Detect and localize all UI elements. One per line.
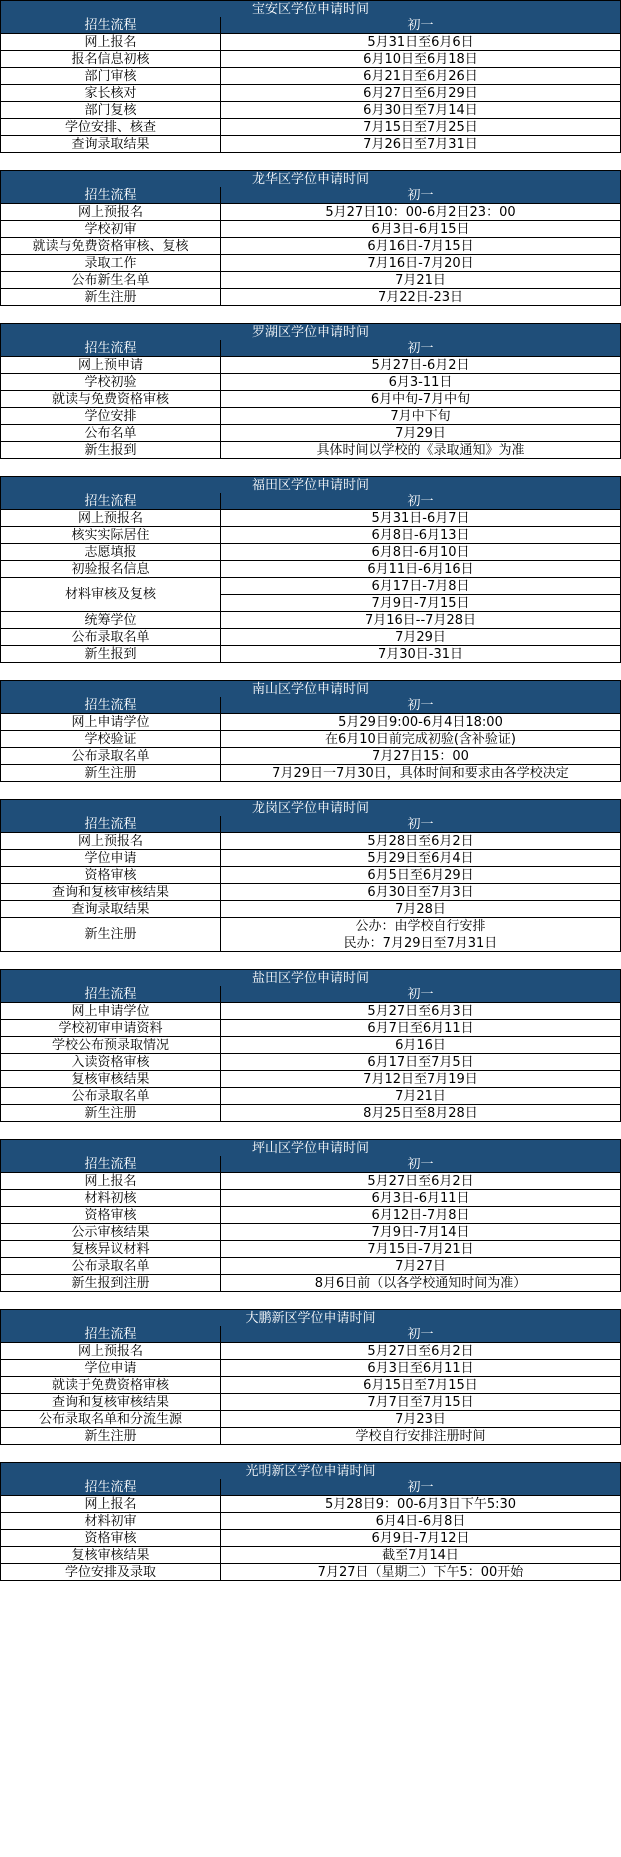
- step-date: 8月6日前（以各学校通知时间为准）: [220, 1275, 621, 1292]
- table-row: [0, 1258, 621, 1275]
- step-date: 6月11日-6月16日: [220, 561, 621, 578]
- district-section: [0, 323, 621, 459]
- district-section: [0, 1309, 621, 1445]
- header-grade: 初一: [220, 187, 621, 204]
- step-date: 5月27日至6月2日: [220, 1173, 621, 1190]
- process-step: 网上报名: [0, 1173, 221, 1190]
- process-step: 学校公布预录取情况: [0, 1037, 221, 1054]
- process-step: 网上预报名: [0, 833, 221, 850]
- table-row: [0, 884, 621, 901]
- process-step: 公示审核结果: [0, 1224, 221, 1241]
- table-row: [0, 1190, 621, 1207]
- table-row: [0, 850, 621, 867]
- header-process: 招生流程: [0, 187, 221, 204]
- header-grade: 初一: [220, 1479, 621, 1496]
- step-date: 6月5日至6月29日: [220, 867, 621, 884]
- table-row: [0, 646, 621, 663]
- table-row: [0, 51, 621, 68]
- step-date: 7月9日-7月15日: [220, 595, 621, 612]
- header-process: 招生流程: [0, 493, 221, 510]
- step-date: 7月21日: [220, 1088, 621, 1105]
- table-row: [0, 510, 621, 527]
- table-header-row: [0, 17, 621, 34]
- process-step: 新生注册: [0, 918, 221, 952]
- table-row: [0, 119, 621, 136]
- process-step: 学位安排: [0, 408, 221, 425]
- process-step: 录取工作: [0, 255, 221, 272]
- step-date: 5月31日-6月7日: [220, 510, 621, 527]
- table-row: [0, 1275, 621, 1292]
- process-step: 公布录取名单和分流生源: [0, 1411, 221, 1428]
- process-step: 初验报名信息: [0, 561, 221, 578]
- step-date: 7月12日至7月19日: [220, 1071, 621, 1088]
- table-row: [0, 408, 621, 425]
- step-date: 7月29日一7月30日，具体时间和要求由各学校决定: [220, 765, 621, 782]
- step-date: 5月29日至6月4日: [220, 850, 621, 867]
- process-step: 复核审核结果: [0, 1071, 221, 1088]
- table-row: [0, 731, 621, 748]
- process-step: 新生注册: [0, 1428, 221, 1445]
- process-step: 查询录取结果: [0, 901, 221, 918]
- table-row: [0, 272, 621, 289]
- process-step: 资格审核: [0, 1207, 221, 1224]
- header-process: 招生流程: [0, 17, 221, 34]
- table-row: [0, 714, 621, 731]
- table-row: [0, 612, 621, 629]
- table-row: [0, 85, 621, 102]
- table-row: [0, 1428, 621, 1445]
- step-date: 5月27日至6月2日: [220, 1343, 621, 1360]
- step-date: 6月30日至7月14日: [220, 102, 621, 119]
- table-header-row: [0, 340, 621, 357]
- table-row: [0, 1343, 621, 1360]
- table-row: [0, 748, 621, 765]
- district-section: [0, 1139, 621, 1292]
- step-date: 6月17日至7月5日: [220, 1054, 621, 1071]
- process-step: 入读资格审核: [0, 1054, 221, 1071]
- table-row: [0, 221, 621, 238]
- process-step: 公布录取名单: [0, 748, 221, 765]
- process-step: 查询录取结果: [0, 136, 221, 153]
- process-step: 志愿填报: [0, 544, 221, 561]
- table-row: [0, 1054, 621, 1071]
- step-date: 7月15日至7月25日: [220, 119, 621, 136]
- table-row: [0, 34, 621, 51]
- date-line: 民办：7月29日至7月31日: [343, 936, 498, 951]
- table-row: [0, 1530, 621, 1547]
- process-step: 网上申请学位: [0, 1003, 221, 1020]
- table-header-row: [0, 1479, 621, 1496]
- table-row: [0, 391, 621, 408]
- table-header-row: [0, 986, 621, 1003]
- step-date: 7月29日: [220, 629, 621, 646]
- step-date: 6月9日-7月12日: [220, 1530, 621, 1547]
- step-date: 5月28日至6月2日: [220, 833, 621, 850]
- step-date: 7月30日-31日: [220, 646, 621, 663]
- table-row: [0, 1496, 621, 1513]
- step-date: 8月25日至8月28日: [220, 1105, 621, 1122]
- process-step: 网上预报名: [0, 1343, 221, 1360]
- table-row-multiline: [0, 918, 621, 952]
- step-date: 7月中下旬: [220, 408, 621, 425]
- step-date: 6月15日至7月15日: [220, 1377, 621, 1394]
- step-date: 在6月10日前完成初验(含补验证): [220, 731, 621, 748]
- table-row: [0, 357, 621, 374]
- header-process: 招生流程: [0, 1156, 221, 1173]
- table-row: [0, 561, 621, 578]
- process-step: 新生注册: [0, 1105, 221, 1122]
- table-row: [0, 1207, 621, 1224]
- step-date: 7月22日-23日: [220, 289, 621, 306]
- table-row: [0, 765, 621, 782]
- process-step: 学校初审: [0, 221, 221, 238]
- step-date: 6月12日-7月8日: [220, 1207, 621, 1224]
- district-section: [0, 170, 621, 306]
- process-step: 公布新生名单: [0, 272, 221, 289]
- district-section: [0, 969, 621, 1122]
- step-date: 7月21日: [220, 272, 621, 289]
- step-date: 7月26日至7月31日: [220, 136, 621, 153]
- step-date: 学校自行安排注册时间: [220, 1428, 621, 1445]
- step-date: 5月27日10：00-6月2日23：00: [220, 204, 621, 221]
- process-step: 网上预申请: [0, 357, 221, 374]
- district-section: [0, 799, 621, 952]
- section-title: 南山区学位申请时间: [0, 680, 621, 697]
- table-row: [0, 238, 621, 255]
- step-date: 6月8日-6月10日: [220, 544, 621, 561]
- step-date: 5月27日至6月3日: [220, 1003, 621, 1020]
- table-row: [0, 1377, 621, 1394]
- process-step: 学位安排及录取: [0, 1564, 221, 1581]
- table-row: [0, 1105, 621, 1122]
- table-row: [0, 425, 621, 442]
- table-row: [0, 867, 621, 884]
- step-date: 6月17日-7月8日: [220, 578, 621, 595]
- process-step: 新生注册: [0, 765, 221, 782]
- table-row: [0, 442, 621, 459]
- process-step: 学位申请: [0, 850, 221, 867]
- table-row: [0, 1360, 621, 1377]
- process-step: 学校验证: [0, 731, 221, 748]
- process-step: 部门审核: [0, 68, 221, 85]
- process-step: 部门复核: [0, 102, 221, 119]
- process-step: 网上预报名: [0, 510, 221, 527]
- process-step: 新生报到: [0, 442, 221, 459]
- table-row: [0, 102, 621, 119]
- step-date: 6月3日-6月15日: [220, 221, 621, 238]
- section-title: 福田区学位申请时间: [0, 476, 621, 493]
- process-step: 就读与免费资格审核、复核: [0, 238, 221, 255]
- step-date: 6月中旬-7月中旬: [220, 391, 621, 408]
- step-date: 7月15日-7月21日: [220, 1241, 621, 1258]
- header-grade: 初一: [220, 340, 621, 357]
- step-date: 7月16日--7月28日: [220, 612, 621, 629]
- process-step: 就读与免费资格审核: [0, 391, 221, 408]
- table-row: [0, 1173, 621, 1190]
- table-header-row: [0, 493, 621, 510]
- step-date: 5月31日至6月6日: [220, 34, 621, 51]
- step-date: 7月27日15：00: [220, 748, 621, 765]
- process-step: 公布录取名单: [0, 1258, 221, 1275]
- step-date: 5月28日9：00-6月3日下午5:30: [220, 1496, 621, 1513]
- step-date: 7月23日: [220, 1411, 621, 1428]
- header-process: 招生流程: [0, 697, 221, 714]
- header-grade: 初一: [220, 17, 621, 34]
- section-title: 光明新区学位申请时间: [0, 1462, 621, 1479]
- step-date: 6月7日至6月11日: [220, 1020, 621, 1037]
- step-date: 5月27日-6月2日: [220, 357, 621, 374]
- section-title: 大鹏新区学位申请时间: [0, 1309, 621, 1326]
- date-line: 公办：由学校自行安排: [355, 919, 486, 934]
- process-step: 材料初核: [0, 1190, 221, 1207]
- table-row: [0, 136, 621, 153]
- header-grade: 初一: [220, 493, 621, 510]
- table-row: [0, 1071, 621, 1088]
- process-step: 公布录取名单: [0, 629, 221, 646]
- process-step: 资格审核: [0, 867, 221, 884]
- process-step: 材料审核及复核: [0, 578, 221, 612]
- step-date: 6月3日至6月11日: [220, 1360, 621, 1377]
- process-step: 学位申请: [0, 1360, 221, 1377]
- process-step: 报名信息初核: [0, 51, 221, 68]
- process-step: 新生报到注册: [0, 1275, 221, 1292]
- section-title: 龙岗区学位申请时间: [0, 799, 621, 816]
- table-row: [0, 544, 621, 561]
- table-row: [0, 1224, 621, 1241]
- step-date: 7月7日至7月15日: [220, 1394, 621, 1411]
- district-section: [0, 476, 621, 663]
- table-row: [0, 1513, 621, 1530]
- table-row-merged: [0, 578, 621, 612]
- step-date: 7月27日: [220, 1258, 621, 1275]
- header-process: 招生流程: [0, 1479, 221, 1496]
- step-date: 6月3-11日: [220, 374, 621, 391]
- process-step: 资格审核: [0, 1530, 221, 1547]
- process-step: 查询和复核审核结果: [0, 884, 221, 901]
- process-step: 家长核对: [0, 85, 221, 102]
- header-process: 招生流程: [0, 816, 221, 833]
- table-row: [0, 1020, 621, 1037]
- header-process: 招生流程: [0, 986, 221, 1003]
- process-step: 学校初审申请资料: [0, 1020, 221, 1037]
- process-step: 新生报到: [0, 646, 221, 663]
- process-step: 材料初审: [0, 1513, 221, 1530]
- table-row: [0, 901, 621, 918]
- table-row: [0, 1411, 621, 1428]
- step-date: 6月8日-6月13日: [220, 527, 621, 544]
- section-title: 盐田区学位申请时间: [0, 969, 621, 986]
- step-date: 6月16日: [220, 1037, 621, 1054]
- process-step: 网上报名: [0, 34, 221, 51]
- step-date: 6月30日至7月3日: [220, 884, 621, 901]
- process-step: 新生注册: [0, 289, 221, 306]
- table-row: [0, 1241, 621, 1258]
- table-header-row: [0, 816, 621, 833]
- table-header-row: [0, 1326, 621, 1343]
- header-process: 招生流程: [0, 1326, 221, 1343]
- step-date: 7月27日（星期二）下午5：00开始: [220, 1564, 621, 1581]
- process-step: 学校初验: [0, 374, 221, 391]
- step-date: 6月27日至6月29日: [220, 85, 621, 102]
- section-title: 坪山区学位申请时间: [0, 1139, 621, 1156]
- header-grade: 初一: [220, 986, 621, 1003]
- table-row: [0, 68, 621, 85]
- process-step: 网上申请学位: [0, 714, 221, 731]
- table-row: [0, 629, 621, 646]
- process-step: 学位安排、核查: [0, 119, 221, 136]
- process-step: 复核异议材料: [0, 1241, 221, 1258]
- process-step: 公布名单: [0, 425, 221, 442]
- district-section: [0, 680, 621, 782]
- table-row: [0, 289, 621, 306]
- table-row: [0, 527, 621, 544]
- table-row: [0, 1088, 621, 1105]
- step-date: 7月16日-7月20日: [220, 255, 621, 272]
- step-date: 7月28日: [220, 901, 621, 918]
- step-date: 截至7月14日: [220, 1547, 621, 1564]
- process-step: 统筹学位: [0, 612, 221, 629]
- process-step: 网上预报名: [0, 204, 221, 221]
- table-row: [0, 833, 621, 850]
- step-date: 6月16日-7月15日: [220, 238, 621, 255]
- header-grade: 初一: [220, 697, 621, 714]
- process-step: 网上报名: [0, 1496, 221, 1513]
- header-grade: 初一: [220, 816, 621, 833]
- step-date: 7月29日: [220, 425, 621, 442]
- district-section: [0, 1462, 621, 1581]
- step-date: 6月3日-6月11日: [220, 1190, 621, 1207]
- step-date: [220, 918, 621, 952]
- header-process: 招生流程: [0, 340, 221, 357]
- district-section: [0, 0, 621, 153]
- table-row: [0, 1394, 621, 1411]
- table-row: [0, 1037, 621, 1054]
- step-date: 6月21日至6月26日: [220, 68, 621, 85]
- table-row: [0, 255, 621, 272]
- table-row: [0, 1547, 621, 1564]
- process-step: 公布录取名单: [0, 1088, 221, 1105]
- section-title: 宝安区学位申请时间: [0, 0, 621, 17]
- step-date: 6月10日至6月18日: [220, 51, 621, 68]
- step-date: 具体时间以学校的《录取通知》为准: [220, 442, 621, 459]
- section-title: 龙华区学位申请时间: [0, 170, 621, 187]
- section-title: 罗湖区学位申请时间: [0, 323, 621, 340]
- table-row: [0, 374, 621, 391]
- process-step: 就读于免费资格审核: [0, 1377, 221, 1394]
- process-step: 核实实际居住: [0, 527, 221, 544]
- step-date: 7月9日-7月14日: [220, 1224, 621, 1241]
- table-header-row: [0, 187, 621, 204]
- table-row: [0, 204, 621, 221]
- process-step: 查询和复核审核结果: [0, 1394, 221, 1411]
- process-step: 复核审核结果: [0, 1547, 221, 1564]
- step-date: 6月4日-6月8日: [220, 1513, 621, 1530]
- table-row: [0, 1003, 621, 1020]
- table-header-row: [0, 697, 621, 714]
- step-date: 5月29日9:00-6月4日18:00: [220, 714, 621, 731]
- header-grade: 初一: [220, 1156, 621, 1173]
- table-header-row: [0, 1156, 621, 1173]
- header-grade: 初一: [220, 1326, 621, 1343]
- table-row: [0, 1564, 621, 1581]
